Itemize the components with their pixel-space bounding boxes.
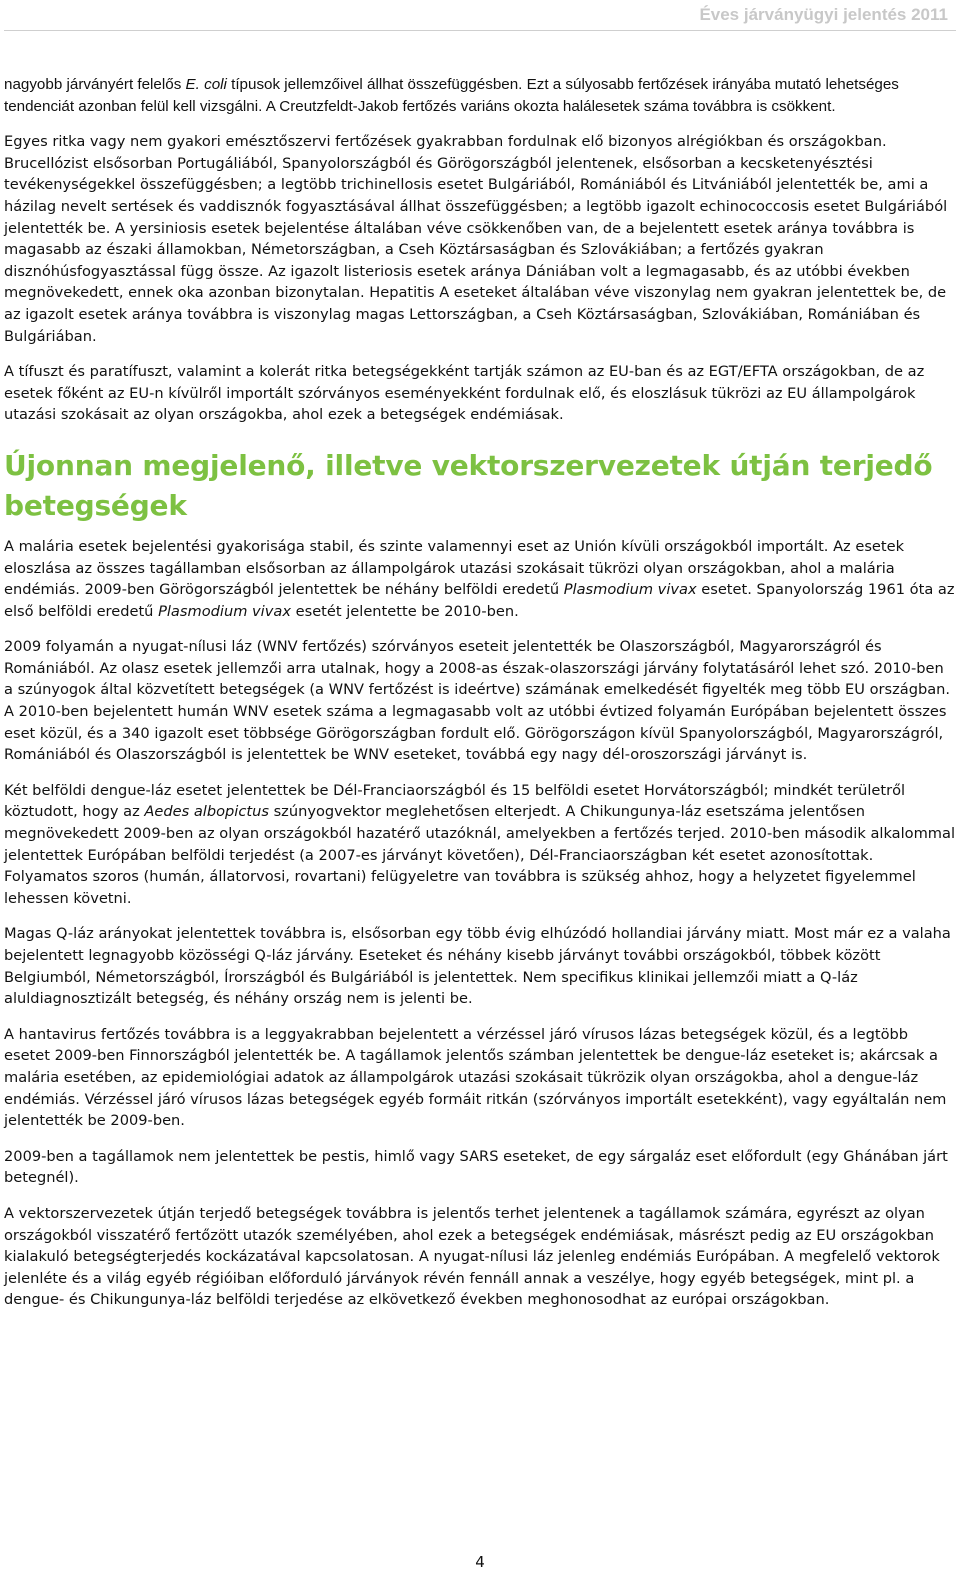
running-header-title: Éves járványügyi jelentés 2011 — [699, 5, 948, 24]
paragraph-hantavirus: A hantavirus fertőzés továbbra is a leggyakrabban bejelentett a vérzéssel járó vírusos lázas betegségek közül, és a legtöbb esetet 2009-ben Finnországból jelentették be. A tagállamok jelentős számban jelentettek be dengue-láz eseteket is; akárcsak a malária esetében, az epidemiológiai adatok az állampolgárok utazási szokásait tükrözik olyan országokba, ahol a dengue-láz endémiás. Vérzéssel járó vírusos lázas betegségek egyéb formáit ritkán (szórványos importált esetekként), vagy egyáltalán nem jelentették be 2009-ben. — [4, 1025, 947, 1130]
paragraph-text: Két belföldi dengue-láz esetet jelentettek be Dél-Franciaországból és 15 belföldi esetet Horvátországból; mindkét területről köztudott, hogy az — [4, 781, 906, 821]
paragraph-rare-infections — [4, 131, 956, 347]
paragraph-text: Egyes ritka vagy nem gyakori emésztőszervi fertőzések gyakrabban fordulnak elő bizonyos alrégiókban és országokban. — [4, 133, 887, 151]
paragraph-text: Brucellózist elsősorban Portugáliából, Spanyolországból és Görögországból jelentenek, elsősorban a kecsketenyésztési tevékenységekkel összefüggésben; a legtöbb trichinellosis esetet Bulgáriából, Romániából és Litvániából jelentették be, ami a házilag nevelt sertések és vaddisznók fogyasztásával állhat összefüggésben; a legtöbb igazolt echinococcosis esetet Bulgáriából jelentették be. A yersiniosis esetek bejelentése általában véve csökkenőben van, de a bejelentett esetek aránya továbbra is magasabb az északi államokban, Németországban, a Cseh Köztársaságban és Szlovákiában; a fertőzés gyakran disznóhúsfogyasztással függ össze. Az igazolt listeriosis esetek aránya Dániában volt a legmagasabb, és az utóbbi években megnövekedett, ennek oka azonban bizonytalan. Hepatitis A eseteket általában véve viszonylag nem gyakran jelentettek be, de az igazolt esetek aránya továbbra is viszonylag magas Lettországban, a Cseh Köztársaságban, Szlovákiában, Romániában és Bulgáriában. — [4, 154, 948, 345]
paragraph-typhoid-cholera: A tífuszt és paratífuszt, valamint a kolerát ritka betegségekként tartják számon az EU-ban és az EGT/EFTA országokban, de az esetek főként az EU-n kívülről importált szórványos eseményekként fordulnak elő, és eloszlásuk tükrözi az EU állampolgárok utazási szokásait az olyan országokba, ahol ezek a betegségek endémiásak. — [4, 363, 925, 424]
paragraph-text: A malária esetek bejelentési gyakorisága stabil, és szinte valamennyi eset az Unión kívüli országokból importált. Az esetek eloszlása az összes tagállamban elsősorban az állampolgárok utazási szokásait tükrözi olyan országokban, ahol a malária endémiás. 2009-ben Görögországból jelentettek be néhány belföldi eredetű — [4, 537, 905, 599]
paragraph-text: típusok jellemzőivel állhat összefüggésben. Ezt a súlyosabb fertőzések irányába mutató lehetséges tendenciát azonban felül kell vizsgálni. A Creutzfeldt-Jakob fertőzés variáns okozta halálesetek száma továbbra is csökkent. — [4, 76, 899, 115]
paragraph-text: nagyobb járványért felelős — [4, 76, 186, 93]
paragraph-text: szúnyogvektor meglehetősen elterjedt. A Chikungunya-láz esetszáma jelentősen megnövekedett 2009-ben az olyan országokból hazatérő utazóknál, amelyekben a fertőzés terjed. 2010-ben második alkalommal jelentettek Európában belföldi terjedést (a 2007-es járványt követően), Dél-Franciaországban két esetet azonosítottak. Folyamatos szoros (humán, állatorvosi, rovartani) felügyeletre van továbbra is szükség ahhoz, hogy a helyzetet figyelemmel lehessen követni. — [4, 803, 956, 907]
paragraph-west-nile: 2009 folyamán a nyugat-nílusi láz (WNV fertőzés) szórványos eseteit jelentették be Olaszországból, Magyarországról és Romániából. Az olasz esetek jellemzői arra utalnak, hogy a 2008-as észak-olaszországi járvány folytatásáról lehet szó. 2010-ben a szúnyogok által közvetített betegségek (a WNV fertőzést is ideértve) számának emelkedését figyelték meg több EU országban. A 2010-ben bejelentett humán WNV esetek száma a legmagasabb volt az utóbbi évtized folyamán Európában bejelentett összes eset közül, és a 340 igazolt eset többsége Görögországban fordult elő. Görögországon kívül Spanyolországból, Magyarországról, Romániából és Olaszországból is jelentettek be WNV eseteket, továbbá egy nagy dél-oroszországi járványt is. — [4, 638, 951, 764]
paragraph-q-fever: Magas Q-láz arányokat jelentettek továbbra is, elsősorban egy több évig elhúzódó hollandiai járvány miatt. Most már ez a valaha bejelentett legnagyobb közösségi Q-láz járvány. Eseteket és néhány kisebb járványt további országokból, többek között Belgiumból, Németországból, Írországból és Bulgáriából is jelentettek. Nem specifikus klinikai jellemzői miatt a Q-láz aluldiagnosztizált betegség, és néhány ország nem is jelenti be. — [4, 925, 951, 1008]
header-divider — [4, 30, 956, 31]
italic-species-name: Plasmodium vivax — [563, 581, 697, 599]
italic-species-name: Aedes albopictus — [144, 803, 269, 821]
paragraph-malaria — [4, 536, 956, 622]
document-body — [4, 74, 956, 1325]
paragraph-text: esetet. Spanyolország 1961 óta az első belföldi eredetű — [4, 581, 955, 620]
italic-species-name: Plasmodium vivax — [158, 602, 291, 620]
paragraph-vector-borne: A vektorszervezetek útján terjedő betegségek továbbra is jelentős terhet jelentenek a tagállamok számára, egyrészt az olyan országokból visszatérő fertőzött utazók személyében, ahol ezek a betegségek endémiásak, másrészt pedig az EU országokban kialakuló betegségterjedés kockázatával kapcsolatosan. A nyugat-nílusi láz jelenleg endémiás Európában. A megfelelő vektorok jelenléte és a világ egyéb régióiban előforduló járványok révén fennáll annak a veszélye, hogy egyéb betegségek, mint pl. a dengue- és Chikungunya-láz belföldi terjedése az elkövetkező években meghonosodhat az európai országokban. — [4, 1204, 940, 1309]
section-heading: Újonnan megjelenő, illetve vektorszervezetek útján terjedő betegségek — [4, 448, 933, 522]
paragraph-plague-sars: 2009-ben a tagállamok nem jelentettek be pestis, himlő vagy SARS eseteket, de egy sárgaláz eset előfordult (egy Ghánában járt betegnél). — [4, 1147, 948, 1187]
paragraph-text: esetét jelentette be 2010-ben. — [290, 602, 519, 620]
italic-species-name: E. coli — [185, 76, 227, 93]
paragraph-ecoli — [4, 74, 956, 117]
paragraph-dengue-chikungunya — [4, 780, 956, 910]
page-number: 4 — [475, 1553, 485, 1571]
